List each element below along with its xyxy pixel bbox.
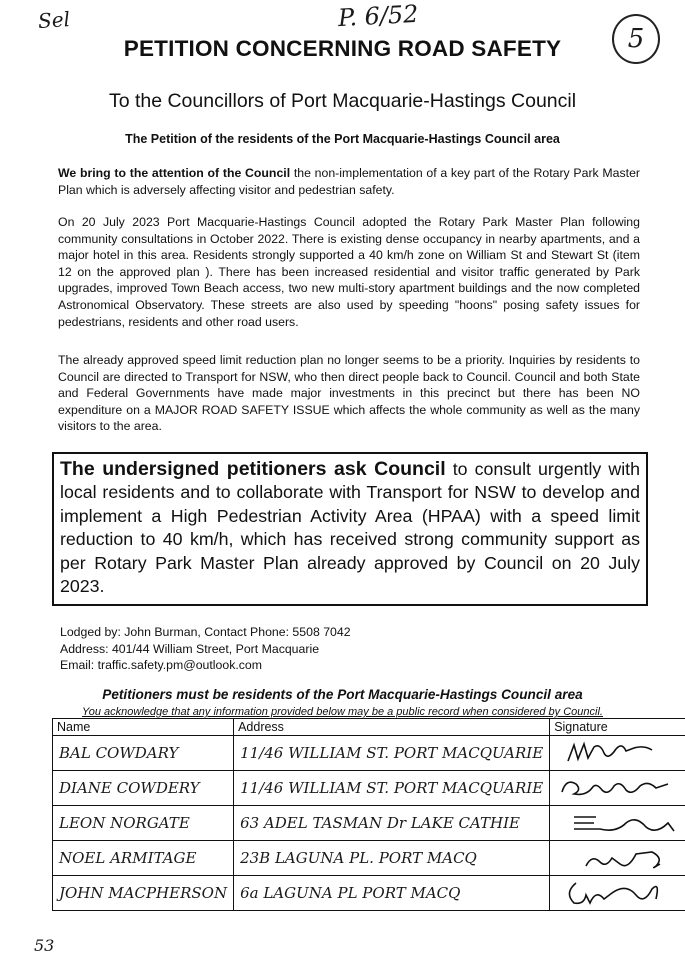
signature-scribble — [556, 809, 685, 837]
signatory-address: 63 ADEL TASMAN Dr LAKE CATHIE — [234, 806, 550, 841]
public-record-acknowledgement: You acknowledge that any information provided below may be a public record when considered by Council. — [82, 706, 603, 718]
signature-cell — [550, 841, 685, 876]
signatory-address: 6a LAGUNA PL PORT MACQ — [234, 876, 550, 911]
signature-cell — [550, 771, 685, 806]
petition-title: PETITION CONCERNING ROAD SAFETY — [123, 36, 562, 61]
table-row — [53, 876, 685, 911]
signatory-name: NOEL ARMITAGE — [53, 841, 234, 876]
lodged-by-block — [60, 624, 351, 674]
table-row — [53, 841, 685, 876]
signatory-name: DIANE COWDERY — [53, 771, 234, 806]
residency-requirement: Petitioners must be residents of the Port Macquarie-Hastings Council area — [102, 687, 583, 702]
column-header-signature: Signature — [550, 719, 685, 736]
paragraph-issue: The already approved speed limit reduction plan no longer seems to be a priority. Inquiries by residents to Council are directed to Transport for NSW, who then direct people back to Council. Council and both State and Federal Governments have made major investments in this precinct but there has been NO expenditure on a MAJOR ROAD SAFETY ISSUE which affects the whole community as well as the many visitors to the area. — [58, 353, 640, 434]
signature-scribble — [556, 739, 685, 767]
signatory-address: 11/46 WILLIAM ST. PORT MACQUARIE — [234, 736, 550, 771]
paragraph-attention-bold: We bring to the attention of the Council — [58, 166, 291, 180]
paragraph-background: On 20 July 2023 Port Macquarie-Hastings Council adopted the Rotary Park Master Plan following community consultations in October 2022. There is existing dense occupancy in nearby apartments, and a major hotel in this area. Residents strongly supported a 40 km/h zone on William St and Stewart St (item 12 on the approved plan ). There has been increased residential and visitor traffic generated by Park upgrades, improved Town Beach access, two new multi-story apartment buildings and the now completed Astronomical Observatory. These streets are also used by speeding "hoons" posing safety issues for pedestrians, residents and other road users. — [58, 215, 640, 329]
signature-cell — [550, 876, 685, 911]
paragraph-attention-text: the non-implementation of a key part of the Rotary Park Master Plan which is adversely affecting visitor and pedestrian safety. — [58, 166, 641, 197]
paragraph-attention — [58, 165, 640, 198]
signature-scribble — [556, 844, 685, 872]
signatory-name: BAL COWDARY — [53, 736, 234, 771]
handwritten-page-reference: P. 6/52 — [337, 0, 420, 33]
handwritten-mark-sel: Sel — [37, 6, 71, 34]
signatory-name: JOHN MACPHERSON — [53, 876, 234, 911]
table-row — [53, 736, 685, 771]
signatures-table — [52, 718, 685, 911]
lodged-address-line: Address: 401/44 William Street, Port Macquarie — [60, 641, 320, 656]
column-header-name: Name — [53, 719, 234, 736]
signature-cell — [550, 736, 685, 771]
lodged-email-line: Email: traffic.safety.pm@outlook.com — [60, 658, 263, 672]
petition-request-box — [52, 452, 648, 606]
request-text: to consult urgently with local residents and to collaborate with Transport for NSW to develop and implement a High Pedestrian Activity Area (HPAA) with a speed limit reduction to 40 km/h, which has received strong community support as per Rotary Park Master Plan already approved by Council on 20 July 2023. — [60, 459, 640, 597]
column-header-address: Address — [234, 719, 550, 736]
table-row — [53, 771, 685, 806]
table-row — [53, 806, 685, 841]
handwritten-circled-number: 5 — [612, 14, 660, 64]
signatory-name: LEON NORGATE — [53, 806, 234, 841]
petition-heading: The Petition of the residents of the Port Macquarie-Hastings Council area — [125, 132, 560, 146]
signature-scribble — [556, 774, 685, 802]
signatory-address: 23B LAGUNA PL. PORT MACQ — [234, 841, 550, 876]
table-header-row — [53, 719, 685, 736]
signature-scribble — [556, 879, 685, 907]
signatory-address: 11/46 WILLIAM ST. PORT MACQUARIE — [234, 771, 550, 806]
petition-addressee: To the Councillors of Port Macquarie-Hastings Council — [108, 90, 577, 112]
handwritten-bottom-mark: 53 — [34, 936, 55, 955]
request-bold: The undersigned petitioners ask Council — [60, 458, 446, 480]
signature-cell — [550, 806, 685, 841]
lodged-by-line: Lodged by: John Burman, Contact Phone: 5508 7042 — [60, 625, 351, 639]
